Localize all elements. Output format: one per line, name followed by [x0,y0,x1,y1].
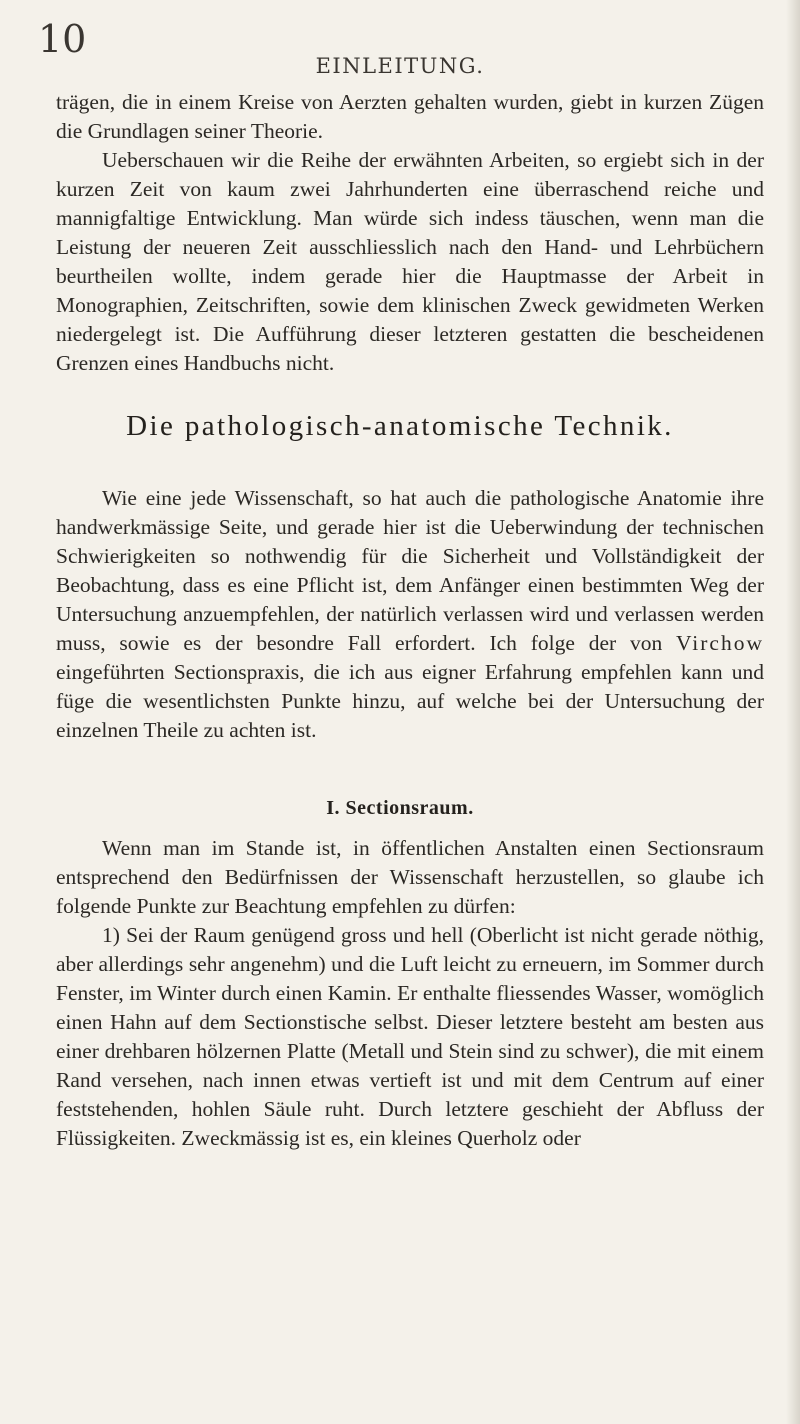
subsection-text [56,834,764,1153]
page-edge-shadow [786,0,800,1424]
subsection-paragraph-1: Wenn man im Stande ist, in öffentlichen Anstalten einen Sectionsraum entsprechend den Bedürfnissen der Wissenschaft herzustellen, so glaube ich folgende Punkte zur Beachtung empfehlen zu dürfen: [56,836,764,918]
intro-paragraph-2: Ueberschauen wir die Reihe der erwähnten Arbeiten, so ergiebt sich in der kurzen Zeit von kaum zwei Jahrhunderten eine überraschend reiche und mannigfaltige Entwicklung. Man würde sich indess täuschen, wenn man die Leistung der neueren Zeit ausschliesslich nach den Hand- und Lehrbüchern beurtheilen wollte, indem gerade hier die Hauptmasse der Arbeit in Monographien, Zeitschriften, sowie dem klinischen Zweck gewidmeten Werken niedergelegt ist. Die Aufführung dieser letzteren gestatten die bescheidenen Grenzen eines Handbuchs nicht. [56,148,764,375]
intro-paragraph-1: trägen, die in einem Kreise von Aerzten gehalten wurden, giebt in kurzen Zügen die Grundlagen seiner Theorie. [56,90,764,143]
section-text [56,484,764,745]
page-number: 10 [38,17,87,61]
section-paragraph [56,484,764,745]
section-paragraph-before: Wie eine jede Wissenschaft, so hat auch die pathologische Anatomie ihre handwerkmässige Seite, und gerade hier ist die Ueberwindung der technischen Schwierigkeiten so nothwendig für die Sicherheit und Vollständigkeit der Beobachtung, dass es eine Pflicht ist, dem Anfänger einen bestimmten Weg der Untersuchung anzuempfehlen, der natürlich verlassen wird und verlassen werden muss, sowie es der besondre Fall erfordert. Ich folge der von [56,486,764,655]
author-name: Virchow [676,631,764,655]
section-paragraph-after: eingeführten Sectionspraxis, die ich aus eigner Erfahrung empfehlen kann und füge die wesentlichsten Punkte hinzu, auf welche bei der Untersuchung der einzelnen Theile zu achten ist. [56,660,764,742]
running-head: EINLEITUNG. [315,54,485,78]
intro-text [56,88,764,378]
section-heading: Die pathologisch-anatomische Technik. [126,410,674,442]
subsection-heading: I. Sectionsraum. [326,797,474,819]
subsection-paragraph-2: 1) Sei der Raum genügend gross und hell (Oberlicht ist nicht gerade nöthig, aber allerdings sehr angenehm) und die Luft leicht zu erneuern, im Sommer durch Fenster, im Winter durch einen Kamin. Er enthalte fliessendes Wasser, womöglich einen Hahn auf dem Sectionstische selbst. Dieser letztere besteht am besten aus einer drehbaren hölzernen Platte (Metall und Stein sind zu schwer), die mit einem Rand versehen, nach innen etwas vertieft ist und mit dem Centrum auf einer feststehenden, hohlen Säule ruht. Durch letztere geschieht der Abfluss der Flüssigkeiten. Zweckmässig ist es, ein kleines Querholz oder [56,923,764,1150]
